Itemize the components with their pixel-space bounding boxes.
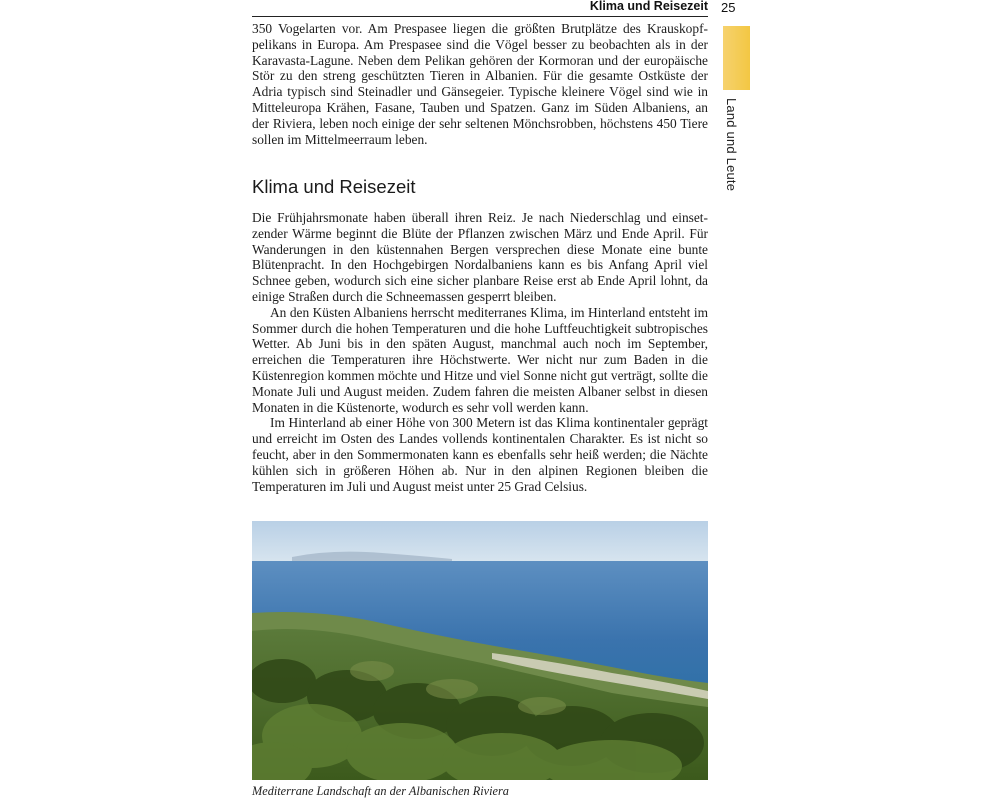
landscape-photo bbox=[252, 521, 708, 780]
page-number: 25 bbox=[721, 0, 736, 15]
body-paragraph: Die Frühjahrsmonate haben überall ihren Reiz. Je nach Niederschlag und einsetzender Wärme beginnt die Blüte der Pflanzen zwischen März und Ende April. Für Wanderungen in den küstennahen Bergen versprechen diese Monate eine bunte Blütenpracht. In den Hochgebirgen Nordalbaniens kann es bis Anfang April viel Schnee geben, wodurch sich eine sicher planbare Reise erst ab Ende April lohnt, da einige Straßen durch die Schneemassen gesperrt bleiben. bbox=[252, 210, 708, 304]
body-paragraph: An den Küsten Albaniens herrscht mediterranes Klima, im Hinterland entsteht im Sommer durch die hohen Temperaturen und die hohe Luftfeuchtigkeit subtropisches Wetter. Ab Juni bis in den späten August, manchmal auch noch im September, erreichen die Temperaturen ihre Höchstwerte. Wer nicht nur zum Baden in die Küstenregion kommen möchte und Hitze und viel Sonne nicht gut verträgt, sollte die Monate Juli und August meiden. Zudem fahren die meisten Albaner selbst in diesen Monaten in die Küstenorte, wodurch es sehr voll werden kann. bbox=[252, 304, 708, 415]
chapter-side-label: Land und Leute bbox=[724, 98, 739, 192]
intro-paragraph: 350 Vogelarten vor. Am Prespasee liegen die größten Brutplätze des Krauskopfpelikans in Europa. Am Prespasee sind die Vögel besser zu beobachten als in der Karavasta-Lagune. Neben dem Pelikan gehören der Kormoran und der europäische Stör zu den streng geschützten Tieren in Albanien. Für die gesamte Ostküste der Adria typisch sind Steinadler und Gänsegeier. Typische kleinere Vögel sind wie in Mitteleuropa Krähen, Fasane, Tauben und Spatzen. Ganz im Süden Albaniens, an der Riviera, leben noch einige der sehr seltenen Mönchsrobben, höchstens 450 Tiere sollen im Mittelmeerraum leben. bbox=[252, 21, 708, 147]
body-paragraph: Im Hinterland ab einer Höhe von 300 Metern ist das Klima kontinentaler geprägt und erreicht im Osten des Landes vollends kontinentalen Charakter. Es ist nicht so feucht, aber in den Sommermonaten kann es ebenfalls sehr heiß werden; die Nächte kühlen sich in größeren Höhen ab. Nur in den alpinen Regionen bleiben die Temperaturen im Juli und August meist unter 25 Grad Celsius. bbox=[252, 415, 708, 494]
section-body bbox=[252, 210, 708, 494]
section-heading: Klima und Reisezeit bbox=[252, 176, 416, 197]
running-header bbox=[252, 0, 708, 17]
intro-text-block bbox=[252, 21, 708, 147]
chapter-tab-marker bbox=[723, 26, 750, 90]
photo-caption: Mediterrane Landschaft an der Albanischen Riviera bbox=[252, 784, 509, 798]
header-section-title: Klima und Reisezeit bbox=[589, 0, 708, 13]
riviera-landscape-image bbox=[252, 521, 708, 780]
